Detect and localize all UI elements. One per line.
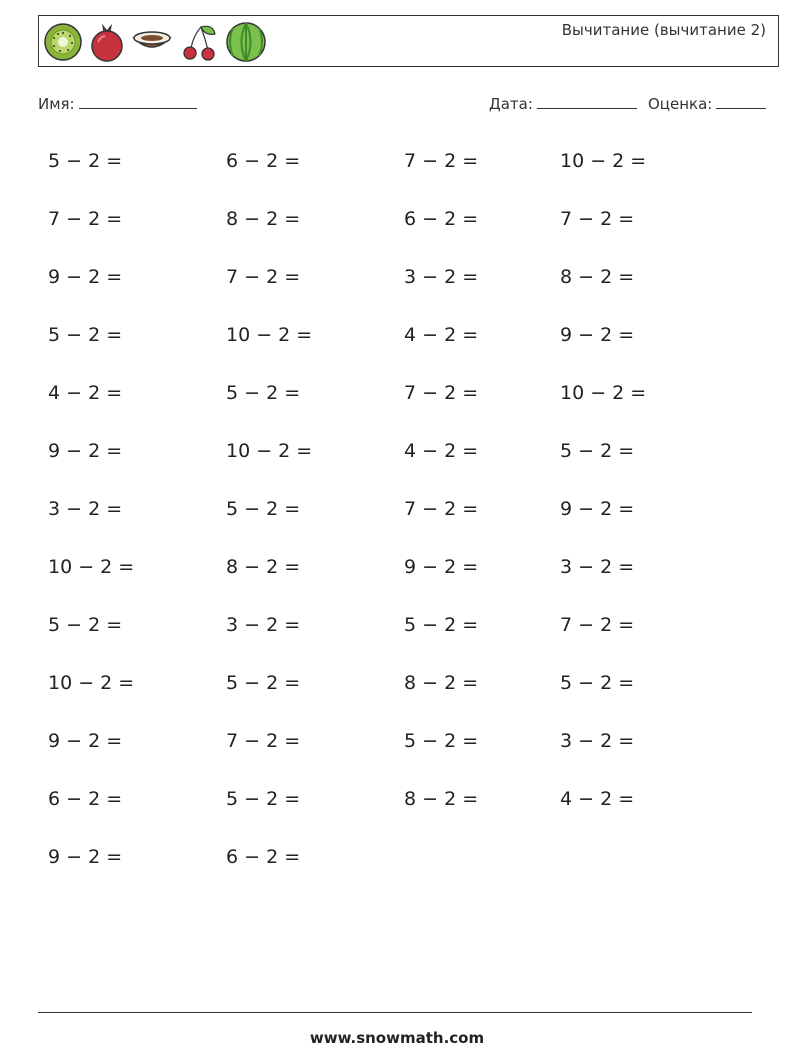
problem: 7 − 2 = [226, 266, 301, 288]
problem: 10 − 2 = [226, 440, 313, 462]
problem: 9 − 2 = [48, 440, 123, 462]
watermelon-icon [225, 21, 267, 63]
problem: 9 − 2 = [560, 498, 635, 520]
problem: 8 − 2 = [560, 266, 635, 288]
problem: 3 − 2 = [404, 266, 479, 288]
grade-blank[interactable] [716, 94, 766, 109]
problem: 10 − 2 = [560, 150, 647, 172]
date-field[interactable] [489, 94, 637, 113]
problem: 9 − 2 = [48, 730, 123, 752]
problem: 6 − 2 = [226, 846, 301, 868]
problem: 4 − 2 = [560, 788, 635, 810]
worksheet-header [38, 15, 779, 67]
grade-label: Оценка: [648, 95, 713, 113]
problem: 5 − 2 = [48, 324, 123, 346]
problem: 7 − 2 = [560, 208, 635, 230]
problem: 3 − 2 = [560, 556, 635, 578]
problem: 7 − 2 = [404, 150, 479, 172]
problem: 3 − 2 = [560, 730, 635, 752]
footer-url[interactable]: www.snowmath.com [309, 1029, 485, 1047]
date-label: Дата: [489, 95, 533, 113]
problem: 4 − 2 = [48, 382, 123, 404]
problem: 6 − 2 = [404, 208, 479, 230]
problem: 5 − 2 = [48, 614, 123, 636]
problem: 9 − 2 = [48, 846, 123, 868]
problem: 3 − 2 = [48, 498, 123, 520]
problem: 8 − 2 = [404, 788, 479, 810]
problem: 7 − 2 = [404, 498, 479, 520]
problem: 5 − 2 = [404, 730, 479, 752]
problem: 7 − 2 = [560, 614, 635, 636]
name-blank[interactable] [79, 94, 197, 109]
cherry-icon [179, 22, 219, 62]
coconut-icon [131, 22, 173, 62]
problem: 4 − 2 = [404, 440, 479, 462]
problem: 8 − 2 = [226, 208, 301, 230]
problem: 9 − 2 = [48, 266, 123, 288]
problem: 5 − 2 = [226, 498, 301, 520]
problem: 3 − 2 = [226, 614, 301, 636]
problem: 4 − 2 = [404, 324, 479, 346]
problem: 10 − 2 = [48, 556, 135, 578]
fruit-icons-row [43, 20, 267, 64]
problem: 5 − 2 = [226, 672, 301, 694]
problem: 7 − 2 = [48, 208, 123, 230]
problem: 8 − 2 = [404, 672, 479, 694]
problem: 10 − 2 = [226, 324, 313, 346]
grade-field[interactable] [648, 94, 766, 113]
problem: 10 − 2 = [48, 672, 135, 694]
problem: 6 − 2 = [48, 788, 123, 810]
pomegranate-icon [89, 22, 125, 62]
problem: 5 − 2 = [226, 788, 301, 810]
problem: 5 − 2 = [48, 150, 123, 172]
problem: 9 − 2 = [560, 324, 635, 346]
name-field[interactable] [38, 94, 197, 113]
problem: 6 − 2 = [226, 150, 301, 172]
problem: 10 − 2 = [560, 382, 647, 404]
name-label: Имя: [38, 95, 75, 113]
footer-divider [38, 1012, 752, 1013]
problem: 9 − 2 = [404, 556, 479, 578]
problem: 5 − 2 = [560, 672, 635, 694]
date-blank[interactable] [537, 94, 637, 109]
problem: 7 − 2 = [226, 730, 301, 752]
problem: 5 − 2 = [404, 614, 479, 636]
problem: 7 − 2 = [404, 382, 479, 404]
problem: 5 − 2 = [226, 382, 301, 404]
kiwi-icon [43, 22, 83, 62]
worksheet-title: Вычитание (вычитание 2) [561, 21, 766, 39]
problem: 5 − 2 = [560, 440, 635, 462]
problem: 8 − 2 = [226, 556, 301, 578]
